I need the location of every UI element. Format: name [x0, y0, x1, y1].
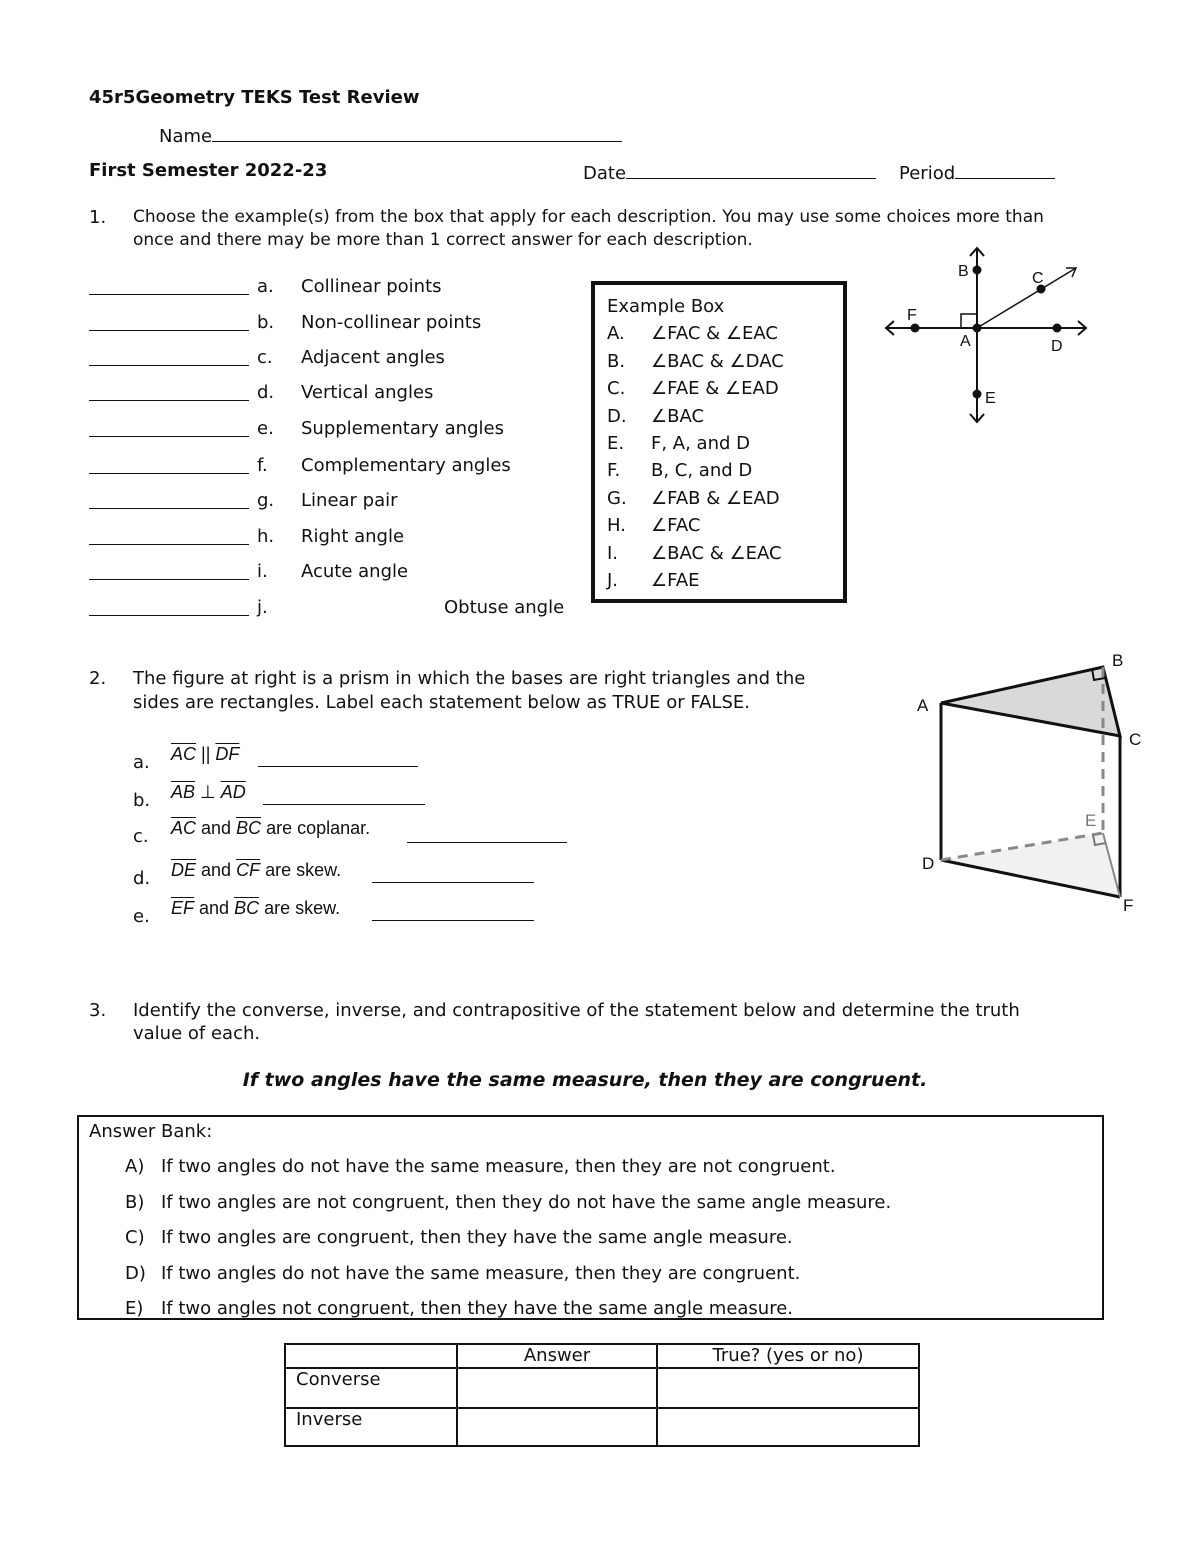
- answer-blank[interactable]: [89, 349, 249, 366]
- segment: $\overline{AC}$: [171, 818, 197, 838]
- option-letter: I.: [607, 542, 619, 564]
- converse-answer-cell[interactable]: [457, 1368, 657, 1408]
- prism-label-e: E: [1085, 811, 1097, 830]
- option-letter: A.: [607, 323, 625, 345]
- answer-blank[interactable]: [89, 314, 249, 331]
- answer-blank[interactable]: [372, 864, 534, 883]
- answer-bank-option: [125, 1156, 836, 1177]
- relation: and: [194, 898, 235, 918]
- item-text: Acute angle: [301, 561, 409, 582]
- example-option: [607, 512, 843, 539]
- answer-blank[interactable]: [89, 420, 249, 437]
- label-d: D: [1051, 338, 1063, 355]
- answer-blank[interactable]: [407, 824, 567, 843]
- statement-text: [171, 782, 246, 803]
- date-label: Date: [583, 163, 627, 184]
- answer-blank[interactable]: [89, 599, 249, 616]
- example-option: [607, 320, 843, 347]
- item-letter: e.: [257, 418, 274, 439]
- item-letter: f.: [257, 455, 268, 476]
- relation: and: [196, 860, 237, 880]
- prism-label-d: D: [922, 854, 935, 873]
- period-field[interactable]: [899, 160, 1055, 184]
- answer-blank[interactable]: [89, 563, 249, 580]
- row-label-inverse: Inverse: [285, 1408, 457, 1446]
- answer-bank: [77, 1115, 1104, 1320]
- header-true: True? (yes or no): [657, 1344, 919, 1368]
- prism-label-b: B: [1112, 651, 1124, 670]
- option-text: ∠BAC & ∠DAC: [651, 350, 784, 372]
- option-letter: G.: [607, 487, 627, 509]
- answer-blank[interactable]: [258, 748, 418, 767]
- statement-text: [171, 818, 370, 839]
- segment: $\overline{AD}$: [220, 782, 246, 802]
- answer-blank[interactable]: [89, 492, 249, 509]
- statement-text: [171, 744, 239, 765]
- option-text: If two angles are not congruent, then they do not have the same angle measure.: [161, 1191, 892, 1213]
- name-label: Name: [159, 126, 213, 147]
- statement-letter: e.: [133, 906, 150, 927]
- answer-blank[interactable]: [372, 902, 534, 921]
- option-letter: J.: [607, 570, 619, 592]
- option-letter: D.: [607, 405, 627, 427]
- name-field[interactable]: [159, 123, 622, 147]
- inverse-answer-cell[interactable]: [457, 1408, 657, 1446]
- answer-blank[interactable]: [89, 528, 249, 545]
- item-text: Obtuse angle: [444, 597, 565, 618]
- label-b: B: [958, 263, 969, 280]
- option-letter: B): [125, 1191, 145, 1213]
- segment: $\overline{BC}$: [234, 898, 260, 918]
- segment: $\overline{AB}$: [171, 782, 196, 802]
- prism-figure: [910, 645, 1150, 920]
- option-letter: E.: [607, 433, 625, 455]
- statement-letter: b.: [133, 790, 151, 811]
- item-letter: i.: [257, 561, 268, 582]
- option-text: F, A, and D: [651, 433, 750, 455]
- statement-text: [171, 860, 341, 881]
- q2-text-line2: sides are rectangles. Label each statement below as TRUE or FALSE.: [133, 692, 750, 713]
- statement-tail: are skew.: [259, 898, 341, 918]
- example-box-title: Example Box: [607, 296, 725, 317]
- statement-letter: d.: [133, 868, 151, 889]
- item-text: Complementary angles: [301, 455, 511, 476]
- answer-bank-option: [125, 1192, 891, 1213]
- statement-tail: are coplanar.: [261, 818, 371, 838]
- option-letter: A): [125, 1156, 145, 1177]
- relation: ||: [196, 744, 216, 764]
- item-letter: c.: [257, 347, 273, 368]
- segment: $\overline{EF}$: [171, 898, 195, 918]
- option-letter: C): [125, 1227, 145, 1248]
- inverse-true-cell[interactable]: [657, 1408, 919, 1446]
- option-letter: F.: [607, 460, 621, 482]
- example-box: [591, 281, 847, 603]
- q1-text-line2: once and there may be more than 1 correct answer for each description.: [133, 230, 753, 250]
- item-text: Supplementary angles: [301, 418, 504, 439]
- answer-bank-option: [125, 1263, 800, 1284]
- converse-true-cell[interactable]: [657, 1368, 919, 1408]
- option-text: If two angles do not have the same measure, then they are congruent.: [161, 1262, 801, 1284]
- example-option: [607, 348, 843, 375]
- header-answer: Answer: [457, 1344, 657, 1368]
- example-option: [607, 430, 843, 457]
- option-letter: D): [125, 1262, 146, 1284]
- q2-text-line1: The figure at right is a prism in which the bases are right triangles and the: [133, 668, 806, 689]
- answer-blank[interactable]: [263, 786, 425, 805]
- option-letter: C.: [607, 378, 626, 400]
- answer-bank-title: Answer Bank:: [89, 1121, 213, 1142]
- ray-ac: [977, 268, 1076, 328]
- option-text: ∠BAC: [651, 405, 705, 427]
- prism-label-a: A: [917, 696, 929, 715]
- header-blank: [285, 1344, 457, 1368]
- example-option: [607, 375, 843, 402]
- lines-figure: [880, 244, 1095, 429]
- label-c: C: [1032, 270, 1044, 287]
- answer-blank[interactable]: [89, 384, 249, 401]
- option-text: If two angles not congruent, then they have the same angle measure.: [161, 1298, 794, 1319]
- answer-table: [284, 1343, 920, 1447]
- segment: $\overline{AC}$: [171, 744, 197, 764]
- q3-text-line2: value of each.: [133, 1023, 261, 1044]
- option-text: B, C, and D: [651, 460, 753, 482]
- option-letter: B.: [607, 350, 626, 372]
- option-text: ∠FAB & ∠EAD: [651, 487, 780, 509]
- item-text: Adjacent angles: [301, 347, 445, 368]
- segment: $\overline{DF}$: [215, 744, 240, 764]
- example-option: [607, 403, 843, 430]
- example-option: [607, 485, 843, 512]
- segment: $\overline{CF}$: [236, 860, 261, 880]
- item-text: Non-collinear points: [301, 312, 482, 333]
- option-text: If two angles are congruent, then they have the same angle measure.: [161, 1227, 793, 1248]
- q3-number: 3.: [89, 1000, 107, 1021]
- relation: ⊥: [195, 782, 221, 802]
- row-label-converse: Converse: [285, 1368, 457, 1408]
- prism-label-f: F: [1123, 896, 1134, 915]
- option-text: ∠FAC: [651, 515, 701, 537]
- segment: $\overline{BC}$: [236, 818, 262, 838]
- date-field[interactable]: [583, 160, 876, 184]
- example-option: [607, 457, 843, 484]
- relation: and: [196, 818, 237, 838]
- label-f: F: [907, 307, 917, 324]
- item-letter: b.: [257, 312, 275, 333]
- worksheet-title: 45r5Geometry TEKS Test Review: [89, 87, 420, 108]
- option-text: ∠FAC & ∠EAC: [651, 323, 778, 345]
- item-letter: g.: [257, 490, 275, 511]
- q1-number: 1.: [89, 207, 107, 228]
- option-text: ∠FAE & ∠EAD: [651, 378, 779, 400]
- period-label: Period: [899, 163, 956, 184]
- example-option: [607, 540, 843, 567]
- option-text: ∠FAE: [651, 570, 700, 592]
- item-letter: a.: [257, 276, 274, 297]
- option-text: If two angles do not have the same measure, then they are not congruent.: [161, 1156, 836, 1177]
- statement-letter: a.: [133, 752, 150, 773]
- item-text: Vertical angles: [301, 382, 434, 403]
- answer-blank[interactable]: [89, 278, 249, 295]
- item-text: Right angle: [301, 526, 405, 547]
- statement-text: [171, 898, 340, 919]
- item-text: Collinear points: [301, 276, 442, 297]
- item-letter: j.: [257, 597, 268, 618]
- q1-text-line1: Choose the example(s) from the box that apply for each description. You may use some choices more than: [133, 207, 1044, 227]
- item-letter: h.: [257, 526, 275, 547]
- segment: $\overline{DE}$: [171, 860, 197, 880]
- option-letter: H.: [607, 515, 626, 537]
- conditional-statement: If two angles have the same measure, then they are congruent.: [242, 1069, 928, 1091]
- statement-tail: are skew.: [260, 860, 342, 880]
- answer-blank[interactable]: [89, 457, 249, 474]
- answer-bank-option: [125, 1298, 793, 1319]
- option-letter: E): [125, 1298, 144, 1319]
- example-option: [607, 567, 843, 594]
- semester-label: First Semester 2022-23: [89, 160, 328, 181]
- item-text: Linear pair: [301, 490, 398, 511]
- prism-label-c: C: [1129, 730, 1142, 749]
- item-letter: d.: [257, 382, 275, 403]
- option-text: ∠BAC & ∠EAC: [651, 542, 782, 564]
- answer-bank-option: [125, 1227, 793, 1248]
- label-e: E: [985, 390, 996, 407]
- label-a: A: [960, 333, 971, 350]
- statement-letter: c.: [133, 826, 149, 847]
- q3-text-line1: Identify the converse, inverse, and contrapositive of the statement below and determine the truth: [133, 1000, 1020, 1021]
- q2-number: 2.: [89, 668, 107, 689]
